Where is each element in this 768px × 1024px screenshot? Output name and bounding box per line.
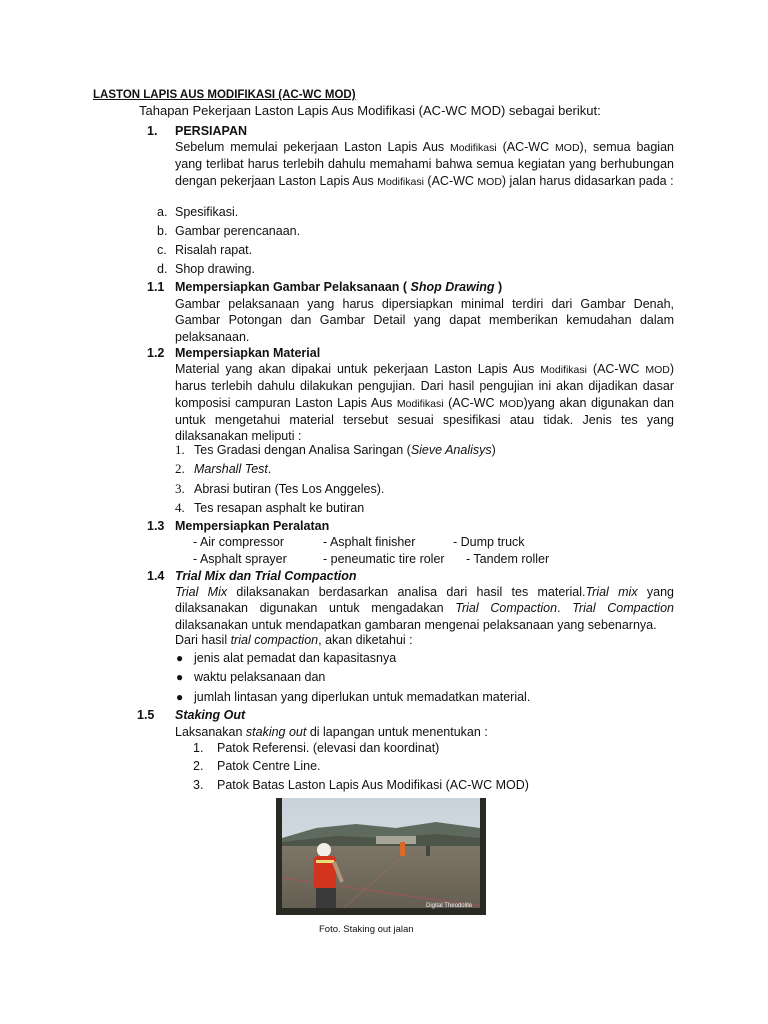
section-1-2-heading: Mempersiapkan Material	[175, 346, 321, 360]
section-1-5-paragraph: Laksanakan staking out di lapangan untuk menentukan :	[175, 725, 488, 739]
list-item-marker: a.	[157, 205, 168, 219]
test-item: Abrasi butiran (Tes Los Anggeles).	[194, 482, 385, 496]
list-item: Gambar perencanaan.	[175, 224, 301, 238]
list-item: Risalah rapat.	[175, 243, 253, 257]
test-item: Tes Gradasi dengan Analisa Saringan (Sieve Analisys)	[194, 443, 496, 457]
list-item: Patok Centre Line.	[217, 759, 321, 773]
section-1-heading: PERSIAPAN	[175, 124, 248, 138]
list-item-marker: 3.	[193, 778, 204, 792]
section-1-4-paragraph: Trial Mix dilaksanakan berdasarkan analisa dari hasil tes material.Trial mix yang dilaksanakan digunakan untuk mengadakan Trial Compaction. Trial Compaction dilaksanakan untuk mendapatkan gambaran mengenai pelaksanaan yang sebenarnya.	[175, 585, 674, 632]
intro-text: Tahapan Pekerjaan Laston Lapis Aus Modifikasi (AC-WC MOD) sebagai berikut:	[139, 103, 601, 118]
test-item-marker: 2.	[175, 461, 185, 476]
section-1-4-paragraph-2: Dari hasil trial compaction, akan diketahui :	[175, 633, 413, 647]
section-1-5-heading: Staking Out	[175, 708, 246, 722]
bullet-icon: ●	[176, 690, 184, 704]
bullet-icon: ●	[176, 651, 184, 665]
list-item: Patok Batas Laston Lapis Aus Modifikasi (AC-WC MOD)	[217, 778, 529, 792]
bullet-item: jenis alat pemadat dan kapasitasnya	[194, 651, 397, 665]
document-title: LASTON LAPIS AUS MODIFIKASI (AC-WC MOD)	[93, 89, 356, 101]
bullet-item: waktu pelaksanaan dan	[194, 670, 326, 684]
list-item: Shop drawing.	[175, 262, 255, 276]
equipment-item: - Asphalt sprayer	[193, 552, 287, 566]
list-item: Patok Referensi. (elevasi dan koordinat)	[217, 741, 440, 755]
staking-out-photo	[276, 798, 486, 915]
equipment-item: - Tandem roller	[466, 552, 550, 566]
section-1-paragraph: Sebelum memulai pekerjaan Laston Lapis Aus Modifikasi (AC-WC MOD), semua bagian yang terlibat harus terlebih dahulu memahami bahwa semua kegiatan yang berhubungan dengan pekerjaan Laston Lapis Aus Modifikasi (AC-WC MOD) jalan harus didasarkan pada :	[175, 140, 674, 188]
photo-illustration	[276, 798, 486, 915]
test-item: Marshall Test.	[194, 462, 272, 476]
section-1-1-paragraph: Gambar pelaksanaan yang harus dipersiapkan minimal terdiri dari Gambar Denah, Gambar Potongan dan Gambar Detail yang dapat memberikan kemudahan dalam pelaksanaan.	[175, 297, 674, 344]
equipment-item: - peneumatic tire roler	[323, 552, 445, 566]
list-item-marker: 1.	[193, 741, 204, 755]
equipment-item: - Asphalt finisher	[323, 535, 416, 549]
list-item-marker: b.	[157, 224, 168, 238]
section-1-2-paragraph: Material yang akan dipakai untuk pekerjaan Laston Lapis Aus Modifikasi (AC-WC MOD) harus terlebih dahulu dilakukan pengujian. Dari hasil pengujian ini akan dijadikan dasar komposisi campuran Laston Lapis Aus Modifikasi (AC-WC MOD)yang akan digunakan dan untuk mengetahui material tersebut sesuai spesifikasi atau tidak. Jenis tes yang dilaksanakan meliputi :	[175, 362, 675, 444]
equipment-item: - Dump truck	[453, 535, 525, 549]
section-1-4-number: 1.4	[147, 569, 165, 583]
list-item-marker: 2.	[193, 759, 204, 773]
section-1-1-heading: Mempersiapkan Gambar Pelaksanaan ( Shop Drawing )	[175, 280, 503, 294]
test-item: Tes resapan asphalt ke butiran	[194, 501, 365, 515]
photo-caption: Foto. Staking out jalan	[319, 924, 414, 935]
list-item-marker: c.	[157, 243, 167, 257]
bullet-icon: ●	[176, 670, 184, 684]
list-item: Spesifikasi.	[175, 205, 239, 219]
bullet-item: jumlah lintasan yang diperlukan untuk memadatkan material.	[194, 690, 531, 704]
section-1-2-number: 1.2	[147, 346, 165, 360]
section-1-1-number: 1.1	[147, 280, 165, 294]
section-1-3-heading: Mempersiapkan Peralatan	[175, 519, 330, 533]
list-item-marker: d.	[157, 262, 168, 276]
section-1-4-heading: Trial Mix dan Trial Compaction	[175, 569, 357, 583]
equipment-item: - Air compressor	[193, 535, 284, 549]
test-item-marker: 1.	[175, 442, 185, 457]
test-item-marker: 3.	[175, 481, 185, 496]
photo-watermark: Digital Theodolite	[426, 903, 473, 909]
test-item-marker: 4.	[175, 500, 185, 515]
section-1-5-number: 1.5	[137, 708, 155, 722]
section-1-3-number: 1.3	[147, 519, 165, 533]
section-1-number: 1.	[147, 124, 158, 138]
